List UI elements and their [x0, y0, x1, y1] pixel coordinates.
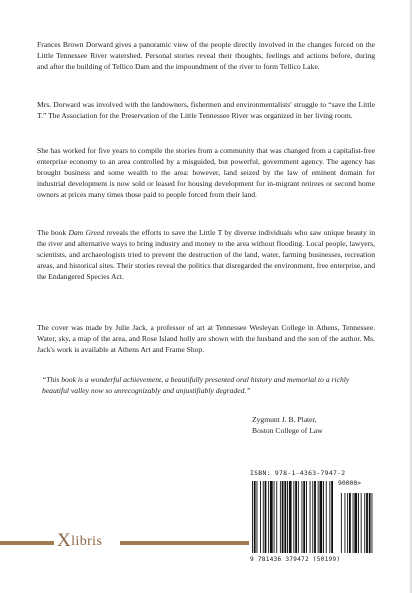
paragraph-book-post: reveals the efforts to save the Little T by diverse individuals who saw unique beauty in the river and alternative ways to bring industry and money to the area without flooding. Local people, lawyers, scientists, and archaeologists tried to prevent the destruction of the land, water, farming businesses, recreation areas, and historical sites. [37, 228, 375, 270]
barcode-bar [314, 481, 316, 553]
barcode-addon-bar [358, 493, 359, 553]
publisher-logo-rest: libris [71, 534, 103, 549]
barcode-bar [257, 481, 258, 553]
barcode-bar [289, 481, 292, 553]
price-code: 90000> [338, 479, 362, 487]
paragraph-involvement: Mrs. Dorward was involved with the landowners, fishermen and environmentalists' struggle to “save the Little T.” The Association for the Preservation of the Little Tennessee River was organized in her living room. [37, 100, 375, 120]
paragraph-book-description [37, 228, 375, 283]
barcode-addon-bar [353, 493, 354, 553]
barcode-addon-bar [366, 493, 368, 553]
barcode-addon-bar [364, 493, 365, 553]
barcode-bar [287, 481, 288, 553]
barcode-addon-bar [372, 493, 373, 553]
barcode-bar [282, 481, 284, 553]
barcode-bar [320, 481, 323, 553]
isbn-label: ISBN: 978-1-4363-7947-2 [250, 469, 346, 477]
publisher-logo [57, 530, 102, 552]
barcode-bar [295, 481, 297, 553]
paragraph-book-pre: The book [37, 228, 69, 237]
barcode-bar [293, 481, 294, 553]
endorsement-quote: “This book is a wonderful achievement, a beautifully presented oral history and memorial to a richly beautiful valley now so unrecognizably and unjustifiably degraded.” [42, 375, 350, 395]
barcode-bar [265, 481, 267, 553]
barcode-bar [306, 481, 307, 553]
barcode-bar [329, 481, 330, 553]
barcode-bar [268, 481, 269, 553]
barcode-addon-bar [361, 493, 362, 553]
paragraph-book-end: Their stories reveal the politics that disregarded the environment, free enterprise, and the Endangered Species Act. [37, 260, 375, 281]
barcode-bar [270, 481, 273, 553]
paragraph-cover-credit: The cover was made by Julie Jack, a professor of art at Tennessee Wesleyan College in Athens, Tennessee. Water, sky, a map of the area, and Rose Island holly are shown with the husband and the son of the author. Ms. Jack's work is available at Athens Art and Frame Shop. [37, 323, 375, 354]
book-title: Dam Greed [68, 228, 105, 237]
barcode-bar [310, 481, 311, 553]
barcode-bar [260, 481, 261, 553]
barcode-bar [263, 481, 264, 553]
barcode-bar [274, 481, 275, 553]
barcode-addon-bar [347, 493, 348, 553]
barcode-bar [312, 481, 313, 553]
paragraph-summary: Frances Brown Dorward gives a panoramic view of the people directly involved in the changes forced on the Little Tennessee River watershed. Personal stories reveal their thoughts, feelings and actions before, during and after the building of Tellico Dam and the impoundment of the river to form Tellico Lake. [37, 40, 375, 71]
barcode-digits: 9 781436 379472 (50199) [250, 556, 341, 563]
accent-band-left [0, 541, 54, 545]
barcode-bar [318, 481, 319, 553]
barcode-bar [252, 481, 253, 553]
barcode-addon-bar [341, 493, 342, 553]
barcode-bar [303, 481, 305, 553]
barcode-addon-bar [345, 493, 346, 553]
barcode-bar [280, 481, 281, 553]
barcode-addon-bar [349, 493, 351, 553]
barcode-bar [254, 481, 256, 553]
barcode-addon-bar [369, 493, 371, 553]
barcode-bar [284, 481, 286, 553]
barcode-icon [252, 481, 374, 553]
endorsement-attribution [252, 415, 323, 437]
barcode-bar [298, 481, 299, 553]
barcode-bar [323, 481, 324, 553]
barcode-bar [276, 481, 277, 553]
paragraph-research: She has worked for five years to compile the stories from a community that was changed from a capitalist-free enterprise economy to an area controlled by a misguided, but powerful, government agency. The agency has brought business and some wealth to the area: however, land seized by the law of eminent domain for industrial development is now sold or leased for housing development for in-migrant retirees or second home owners at prices many times those paid to people forced from their land. [37, 146, 375, 199]
barcode-bar [331, 481, 333, 553]
barcode-bar [302, 481, 303, 553]
publisher-logo-initial: X [57, 530, 72, 551]
accent-band-right [120, 541, 250, 545]
endorser-name: Zygmunt J. B. Plater, [252, 415, 317, 424]
endorser-affiliation: Boston College of Law [252, 425, 323, 435]
barcode-bar [326, 481, 327, 553]
barcode-addon-bar [354, 493, 357, 553]
